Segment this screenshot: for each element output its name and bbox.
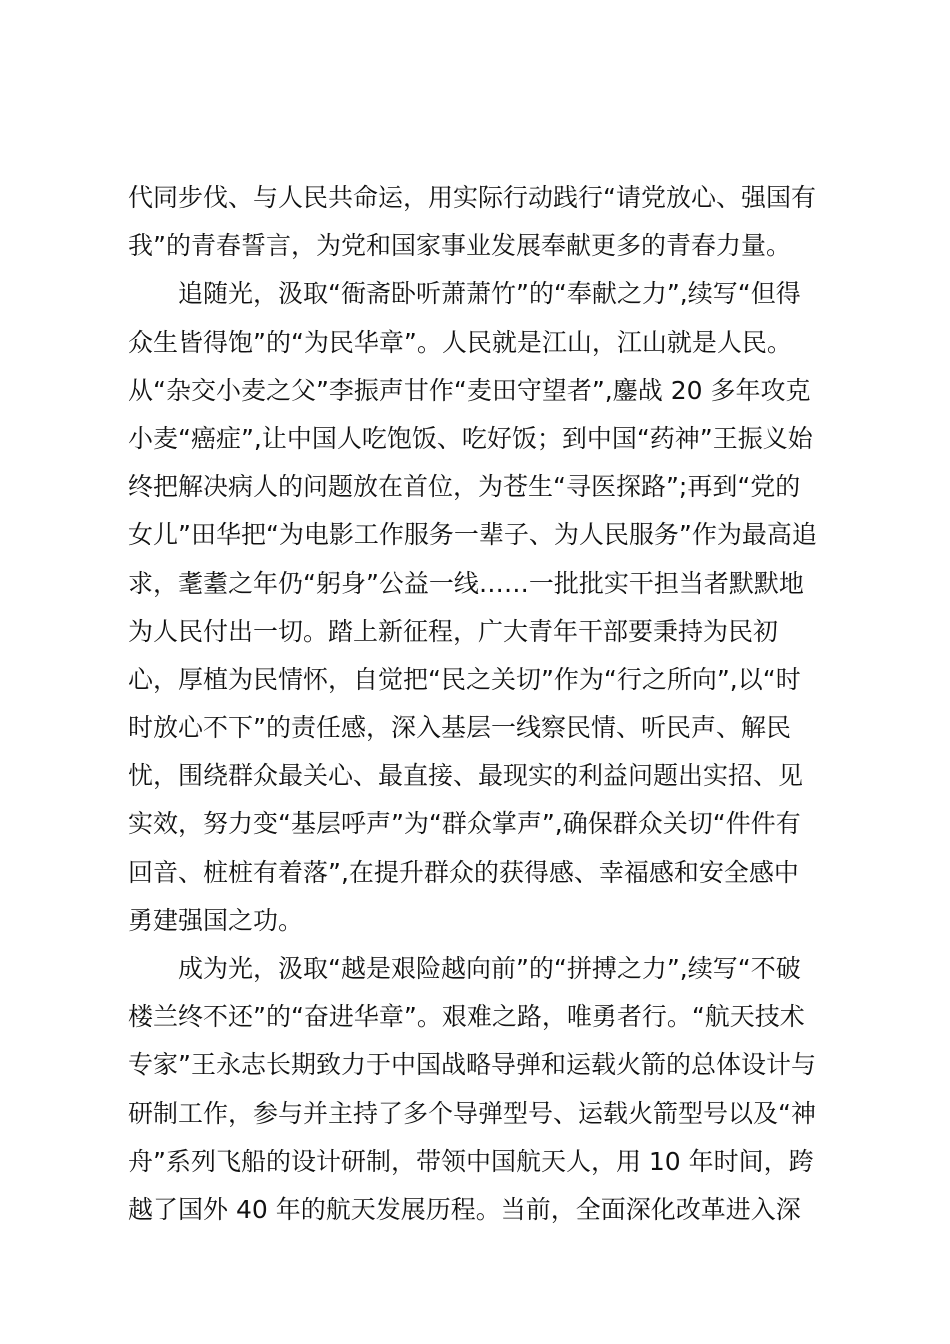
text-line: 从“杂交小麦之父”李振声甘作“麦田守望者”,鏖战 20 多年攻克: [128, 375, 811, 405]
paragraph-start-line: 追随光，汲取“衙斋卧听萧萧竹”的“奉献之力”,续写“但得: [178, 279, 801, 309]
text-line: 越了国外 40 年的航天发展历程。当前，全面深化改革进入深: [128, 1194, 801, 1224]
text-line: 代同步伐、与人民共命运，用实际行动践行“请党放心、强国有: [128, 183, 816, 212]
text-line: 专家”王永志长期致力于中国战略导弹和运载火箭的总体设计与: [128, 1050, 816, 1080]
text-line: 勇建强国之功。: [128, 905, 304, 935]
text-line: 众生皆得饱”的“为民华章”。人民就是江山，江山就是人民。: [128, 327, 792, 357]
text-line: 终把解决病人的问题放在首位，为苍生“寻医探路”;再到“党的: [128, 472, 801, 502]
text-line: 女儿”田华把“为电影工作服务一辈子、为人民服务”作为最高追: [128, 520, 817, 550]
text-line: 舟”系列飞船的设计研制，带领中国航天人，用 10 年时间，跨: [128, 1146, 814, 1176]
text-line: 求，耄耋之年仍“躬身”公益一线……一批批实干担当者默默地: [128, 568, 804, 598]
text-line: 为人民付出一切。踏上新征程，广大青年干部要秉持为民初: [128, 616, 779, 646]
text-line: 回音、桩桩有着落”,在提升群众的获得感、幸福感和安全感中: [128, 857, 799, 887]
text-line: 忧，围绕群众最关心、最直接、最现实的利益问题出实招、见: [128, 761, 804, 791]
paragraph-start-line: 成为光，汲取“越是艰险越向前”的“拼搏之力”,续写“不破: [178, 954, 801, 983]
text-line: 研制工作，参与并主持了多个导弹型号、运载火箭型号以及“神: [128, 1098, 816, 1128]
text-line: 楼兰终不还”的“奋进华章”。艰难之路，唯勇者行。“航天技术: [128, 1002, 805, 1032]
text-line: 时放心不下”的责任感，深入基层一线察民情、听民声、解民: [128, 713, 791, 743]
text-line: 心，厚植为民情怀，自觉把“民之关切”作为“行之所向”,以“时: [128, 664, 801, 694]
text-line: 我”的青春誓言，为党和国家事业发展奉献更多的青春力量。: [128, 231, 791, 261]
body-text: [128, 174, 838, 1234]
text-line: 小麦“癌症”,让中国人吃饱饭、吃好饭；到中国“药神”王振义始: [128, 423, 813, 453]
text-line: 实效，努力变“基层呼声”为“群众掌声”,确保群众关切“件件有: [128, 809, 801, 839]
